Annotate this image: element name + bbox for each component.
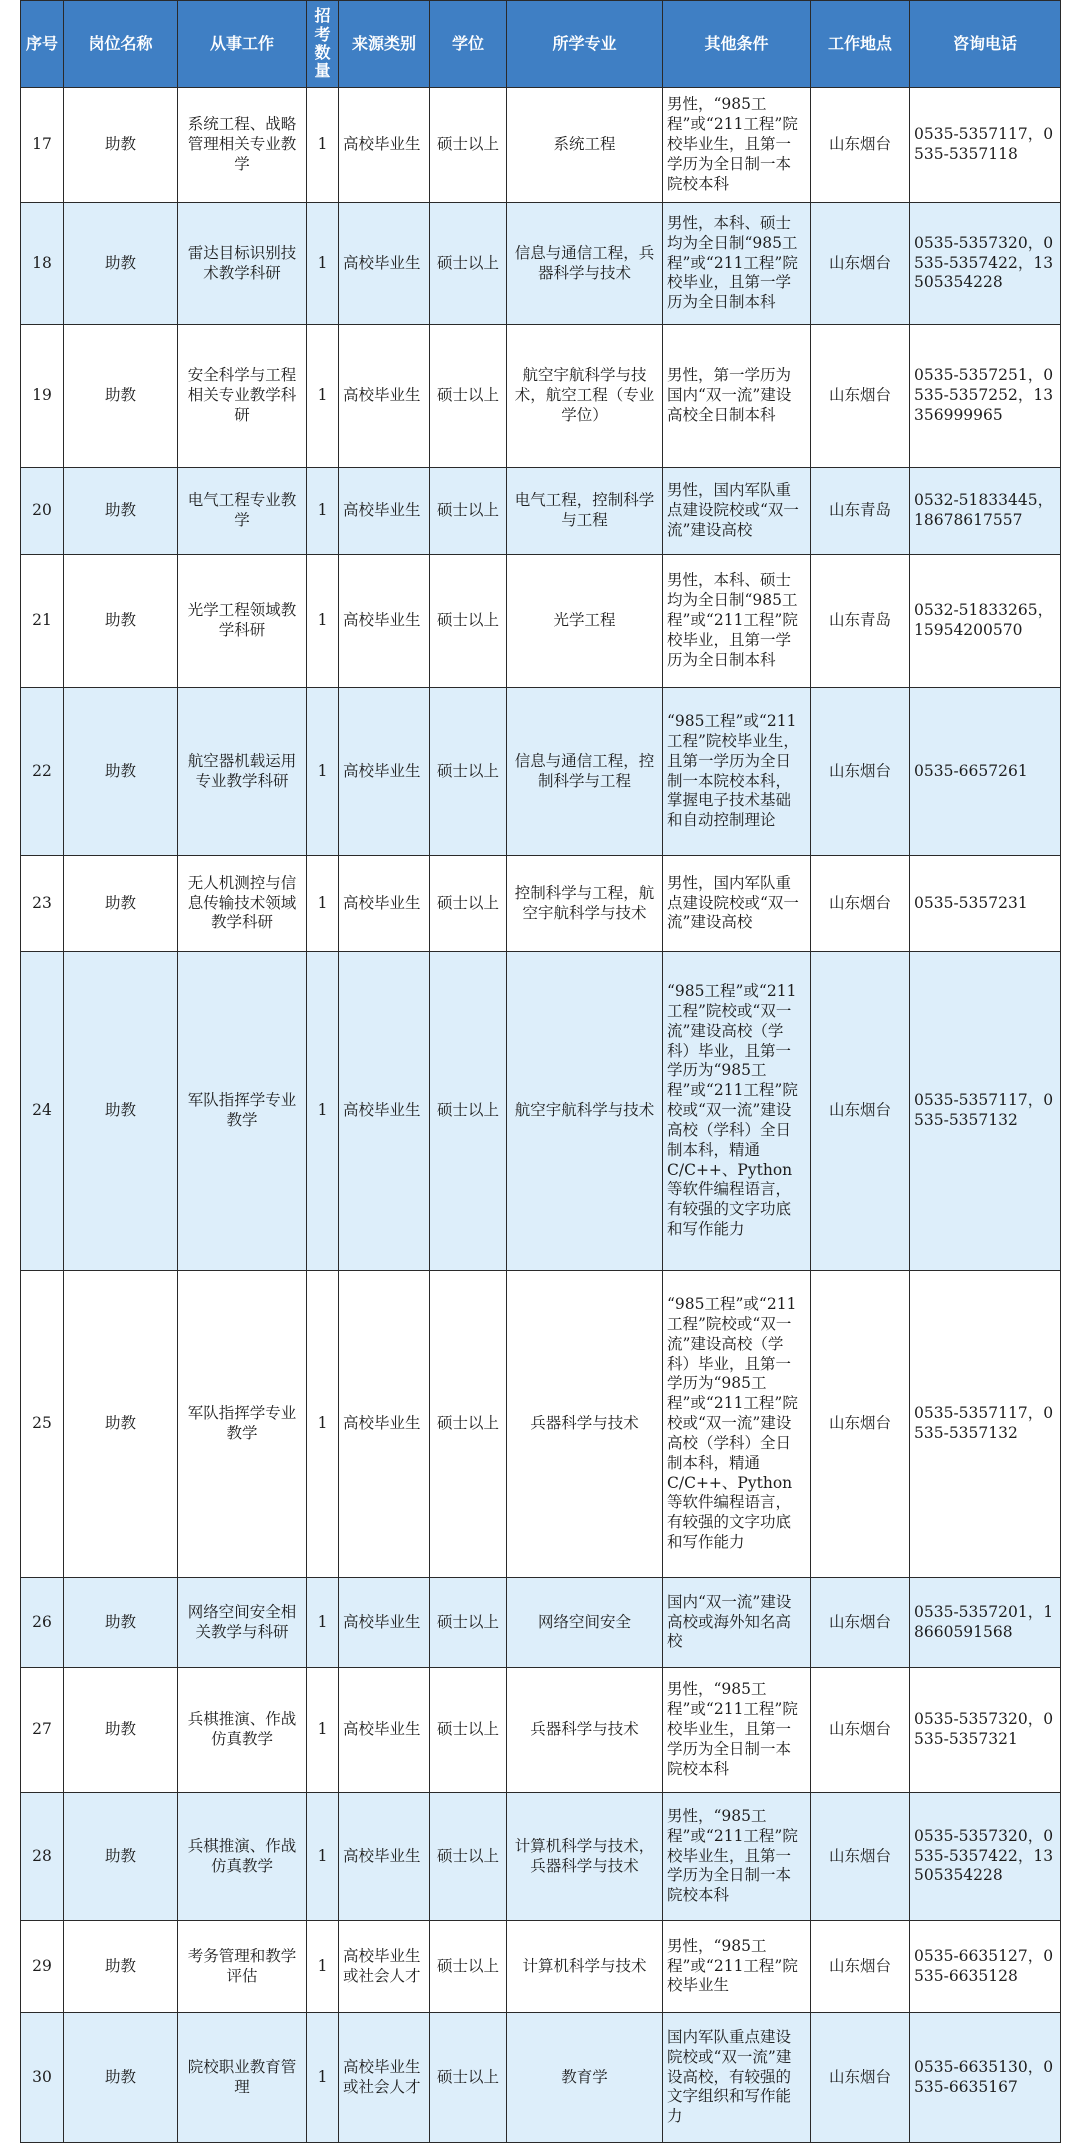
cell-location: 山东烟台 xyxy=(811,1793,910,1921)
cell-major: 电气工程，控制科学与工程 xyxy=(507,468,663,555)
cell-phone: 0535-6657261 xyxy=(910,688,1061,856)
cell-phone: 0535-5357320，0535-5357422，13505354228 xyxy=(910,203,1061,325)
cell-conditions: 男性，“985工程”或“211工程”院校毕业生，且第一学历为全日制一本院校本科 xyxy=(663,1668,811,1793)
cell-source: 高校毕业生 xyxy=(339,1578,430,1668)
cell-degree: 硕士以上 xyxy=(430,203,507,325)
cell-position: 助教 xyxy=(64,2013,178,2143)
cell-no: 26 xyxy=(21,1578,64,1668)
cell-degree: 硕士以上 xyxy=(430,1578,507,1668)
header-no: 序号 xyxy=(21,1,64,88)
cell-degree: 硕士以上 xyxy=(430,1921,507,2013)
cell-work: 雷达目标识别技术教学科研 xyxy=(178,203,307,325)
cell-conditions: 国内军队重点建设院校或“双一流”建设高校，有较强的文字组织和写作能力 xyxy=(663,2013,811,2143)
cell-no: 24 xyxy=(21,952,64,1271)
cell-no: 29 xyxy=(21,1921,64,2013)
cell-position: 助教 xyxy=(64,203,178,325)
cell-conditions: “985工程”或“211工程”院校或“双一流”建设高校（学科）毕业，且第一学历为“985工程”或“211工程”院校或“双一流”建设高校（学科）全日制本科，精通C/C++、Python等软件编程语言，有较强的文字功底和写作能力 xyxy=(663,952,811,1271)
cell-source: 高校毕业生或社会人才 xyxy=(339,2013,430,2143)
cell-source: 高校毕业生 xyxy=(339,952,430,1271)
cell-no: 30 xyxy=(21,2013,64,2143)
cell-source: 高校毕业生 xyxy=(339,88,430,203)
cell-location: 山东烟台 xyxy=(811,688,910,856)
cell-count: 1 xyxy=(307,2013,339,2143)
cell-phone: 0535-6635127，0535-6635128 xyxy=(910,1921,1061,2013)
cell-source: 高校毕业生 xyxy=(339,468,430,555)
cell-major: 光学工程 xyxy=(507,555,663,688)
cell-phone: 0535-5357251，0535-5357252，13356999965 xyxy=(910,325,1061,468)
cell-work: 兵棋推演、作战仿真教学 xyxy=(178,1668,307,1793)
cell-no: 23 xyxy=(21,856,64,952)
cell-degree: 硕士以上 xyxy=(430,2013,507,2143)
header-conditions: 其他条件 xyxy=(663,1,811,88)
cell-no: 21 xyxy=(21,555,64,688)
cell-conditions: 男性，“985工程”或“211工程”院校毕业生，且第一学历为全日制一本院校本科 xyxy=(663,88,811,203)
cell-position: 助教 xyxy=(64,1793,178,1921)
cell-work: 安全科学与工程相关专业教学科研 xyxy=(178,325,307,468)
cell-conditions: 国内“双一流”建设高校或海外知名高校 xyxy=(663,1578,811,1668)
cell-count: 1 xyxy=(307,688,339,856)
table-row xyxy=(21,325,1061,468)
cell-source: 高校毕业生 xyxy=(339,688,430,856)
cell-position: 助教 xyxy=(64,555,178,688)
cell-phone: 0535-5357117，0535-5357132 xyxy=(910,952,1061,1271)
cell-count: 1 xyxy=(307,325,339,468)
cell-position: 助教 xyxy=(64,88,178,203)
cell-conditions: 男性，本科、硕士均为全日制“985工程”或“211工程”院校毕业，且第一学历为全日制本科 xyxy=(663,555,811,688)
cell-work: 院校职业教育管理 xyxy=(178,2013,307,2143)
cell-source: 高校毕业生 xyxy=(339,1271,430,1578)
cell-major: 信息与通信工程，兵器科学与技术 xyxy=(507,203,663,325)
cell-conditions: “985工程”或“211工程”院校毕业生，且第一学历为全日制一本院校本科，掌握电子技术基础和自动控制理论 xyxy=(663,688,811,856)
cell-source: 高校毕业生 xyxy=(339,1793,430,1921)
cell-location: 山东青岛 xyxy=(811,468,910,555)
cell-no: 28 xyxy=(21,1793,64,1921)
cell-work: 考务管理和教学评估 xyxy=(178,1921,307,2013)
cell-conditions: 男性，国内军队重点建设院校或“双一流”建设高校 xyxy=(663,856,811,952)
cell-position: 助教 xyxy=(64,1921,178,2013)
header-count: 招考数量 xyxy=(307,1,339,88)
recruitment-table xyxy=(20,0,1061,2143)
table-row xyxy=(21,952,1061,1271)
cell-degree: 硕士以上 xyxy=(430,325,507,468)
cell-location: 山东烟台 xyxy=(811,203,910,325)
cell-position: 助教 xyxy=(64,1578,178,1668)
cell-work: 电气工程专业教学 xyxy=(178,468,307,555)
cell-phone: 0535-5357320，0535-5357321 xyxy=(910,1668,1061,1793)
cell-degree: 硕士以上 xyxy=(430,468,507,555)
header-work: 从事工作 xyxy=(178,1,307,88)
header-location: 工作地点 xyxy=(811,1,910,88)
cell-location: 山东烟台 xyxy=(811,1921,910,2013)
cell-major: 航空宇航科学与技术，航空工程（专业学位） xyxy=(507,325,663,468)
table-row xyxy=(21,555,1061,688)
table-row xyxy=(21,1668,1061,1793)
cell-location: 山东青岛 xyxy=(811,555,910,688)
cell-work: 航空器机载运用专业教学科研 xyxy=(178,688,307,856)
cell-degree: 硕士以上 xyxy=(430,88,507,203)
cell-work: 兵棋推演、作战仿真教学 xyxy=(178,1793,307,1921)
cell-source: 高校毕业生 xyxy=(339,1668,430,1793)
table-row xyxy=(21,203,1061,325)
cell-degree: 硕士以上 xyxy=(430,1793,507,1921)
cell-phone: 0535-5357117，0535-5357118 xyxy=(910,88,1061,203)
cell-no: 25 xyxy=(21,1271,64,1578)
cell-conditions: 男性，“985工程”或“211工程”院校毕业生 xyxy=(663,1921,811,2013)
header-source: 来源类别 xyxy=(339,1,430,88)
cell-work: 军队指挥学专业教学 xyxy=(178,952,307,1271)
cell-location: 山东烟台 xyxy=(811,952,910,1271)
table-row xyxy=(21,468,1061,555)
cell-conditions: 男性，本科、硕士均为全日制“985工程”或“211工程”院校毕业，且第一学历为全日制本科 xyxy=(663,203,811,325)
cell-major: 系统工程 xyxy=(507,88,663,203)
cell-major: 教育学 xyxy=(507,2013,663,2143)
table-row xyxy=(21,2013,1061,2143)
cell-count: 1 xyxy=(307,1793,339,1921)
cell-work: 网络空间安全相关教学与科研 xyxy=(178,1578,307,1668)
cell-major: 兵器科学与技术 xyxy=(507,1668,663,1793)
cell-work: 无人机测控与信息传输技术领域教学科研 xyxy=(178,856,307,952)
cell-count: 1 xyxy=(307,1668,339,1793)
cell-position: 助教 xyxy=(64,468,178,555)
table-row xyxy=(21,1793,1061,1921)
cell-count: 1 xyxy=(307,1271,339,1578)
cell-count: 1 xyxy=(307,1921,339,2013)
cell-major: 计算机科学与技术，兵器科学与技术 xyxy=(507,1793,663,1921)
cell-count: 1 xyxy=(307,1578,339,1668)
cell-conditions: “985工程”或“211工程”院校或“双一流”建设高校（学科）毕业，且第一学历为“985工程”或“211工程”院校或“双一流”建设高校（学科）全日制本科，精通C/C++、Python等软件编程语言，有较强的文字功底和写作能力 xyxy=(663,1271,811,1578)
cell-conditions: 男性，第一学历为国内“双一流”建设高校全日制本科 xyxy=(663,325,811,468)
cell-phone: 0535-5357320，0535-5357422，13505354228 xyxy=(910,1793,1061,1921)
table-row xyxy=(21,856,1061,952)
header-major: 所学专业 xyxy=(507,1,663,88)
cell-source: 高校毕业生或社会人才 xyxy=(339,1921,430,2013)
cell-work: 光学工程领域教学科研 xyxy=(178,555,307,688)
cell-degree: 硕士以上 xyxy=(430,1271,507,1578)
header-degree: 学位 xyxy=(430,1,507,88)
cell-no: 22 xyxy=(21,688,64,856)
table-row xyxy=(21,1271,1061,1578)
cell-count: 1 xyxy=(307,555,339,688)
cell-no: 17 xyxy=(21,88,64,203)
table-row xyxy=(21,88,1061,203)
cell-major: 网络空间安全 xyxy=(507,1578,663,1668)
cell-major: 控制科学与工程，航空宇航科学与技术 xyxy=(507,856,663,952)
cell-source: 高校毕业生 xyxy=(339,325,430,468)
cell-source: 高校毕业生 xyxy=(339,555,430,688)
cell-no: 20 xyxy=(21,468,64,555)
cell-count: 1 xyxy=(307,952,339,1271)
cell-location: 山东烟台 xyxy=(811,2013,910,2143)
cell-phone: 0535-5357231 xyxy=(910,856,1061,952)
table-row xyxy=(21,688,1061,856)
cell-location: 山东烟台 xyxy=(811,1668,910,1793)
header-position: 岗位名称 xyxy=(64,1,178,88)
cell-count: 1 xyxy=(307,88,339,203)
cell-location: 山东烟台 xyxy=(811,1578,910,1668)
cell-position: 助教 xyxy=(64,1668,178,1793)
cell-conditions: 男性，国内军队重点建设院校或“双一流”建设高校 xyxy=(663,468,811,555)
cell-no: 19 xyxy=(21,325,64,468)
cell-position: 助教 xyxy=(64,856,178,952)
cell-count: 1 xyxy=(307,203,339,325)
cell-phone: 0535-6635130，0535-6635167 xyxy=(910,2013,1061,2143)
cell-source: 高校毕业生 xyxy=(339,856,430,952)
cell-work: 系统工程、战略管理相关专业教学 xyxy=(178,88,307,203)
cell-position: 助教 xyxy=(64,325,178,468)
cell-degree: 硕士以上 xyxy=(430,688,507,856)
header-phone: 咨询电话 xyxy=(910,1,1061,88)
cell-position: 助教 xyxy=(64,952,178,1271)
cell-no: 18 xyxy=(21,203,64,325)
cell-position: 助教 xyxy=(64,1271,178,1578)
cell-phone: 0532-51833445，18678617557 xyxy=(910,468,1061,555)
header-row xyxy=(21,1,1061,88)
cell-phone: 0535-5357117，0535-5357132 xyxy=(910,1271,1061,1578)
cell-location: 山东烟台 xyxy=(811,325,910,468)
cell-count: 1 xyxy=(307,856,339,952)
cell-location: 山东烟台 xyxy=(811,1271,910,1578)
cell-degree: 硕士以上 xyxy=(430,1668,507,1793)
cell-degree: 硕士以上 xyxy=(430,952,507,1271)
table-row xyxy=(21,1921,1061,2013)
cell-count: 1 xyxy=(307,468,339,555)
cell-degree: 硕士以上 xyxy=(430,555,507,688)
cell-major: 航空宇航科学与技术 xyxy=(507,952,663,1271)
cell-phone: 0532-51833265，15954200570 xyxy=(910,555,1061,688)
table-row xyxy=(21,1578,1061,1668)
cell-phone: 0535-5357201，18660591568 xyxy=(910,1578,1061,1668)
cell-source: 高校毕业生 xyxy=(339,203,430,325)
cell-major: 兵器科学与技术 xyxy=(507,1271,663,1578)
cell-major: 计算机科学与技术 xyxy=(507,1921,663,2013)
cell-conditions: 男性，“985工程”或“211工程”院校毕业生，且第一学历为全日制一本院校本科 xyxy=(663,1793,811,1921)
cell-work: 军队指挥学专业教学 xyxy=(178,1271,307,1578)
cell-no: 27 xyxy=(21,1668,64,1793)
cell-location: 山东烟台 xyxy=(811,88,910,203)
cell-degree: 硕士以上 xyxy=(430,856,507,952)
cell-major: 信息与通信工程，控制科学与工程 xyxy=(507,688,663,856)
cell-location: 山东烟台 xyxy=(811,856,910,952)
cell-position: 助教 xyxy=(64,688,178,856)
